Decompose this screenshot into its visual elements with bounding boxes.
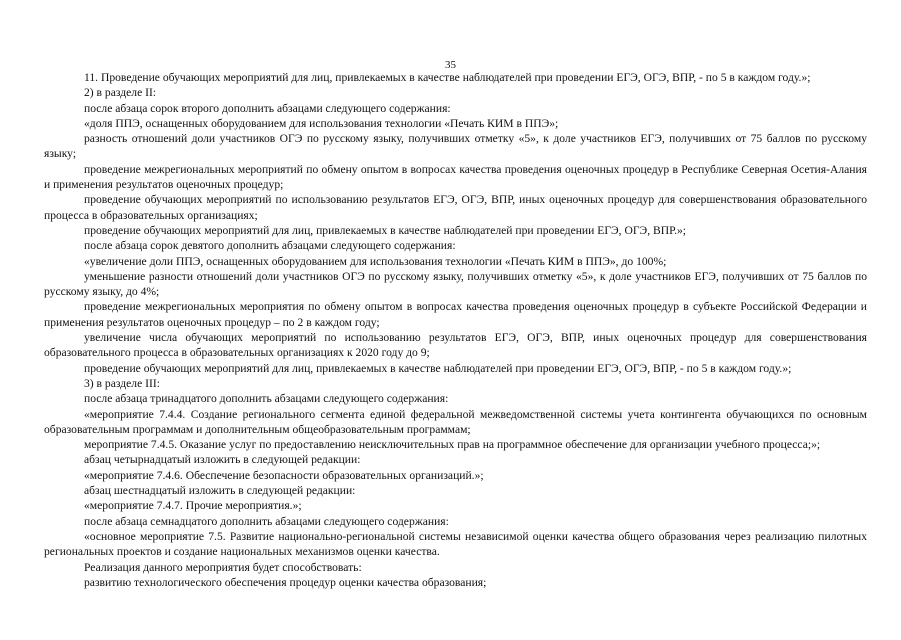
paragraph: «доля ППЭ, оснащенных оборудованием для использования технологии «Печать КИМ в ППЭ»; — [84, 116, 559, 130]
paragraph: проведение обучающих мероприятий для лиц, привлекаемых в качестве наблюдателей при проведении ЕГЭ, ОГЭ, ВПР, - по 5 в каждом году.»; — [84, 361, 792, 375]
paragraph: «увеличение доли ППЭ, оснащенных оборудованием для использования технологии «Печать КИМ в ППЭ», до 100%; — [84, 254, 667, 268]
paragraph: мероприятие 7.4.5. Оказание услуг по предоставлению неисключительных прав на программное обеспечение для организации учебного процесса;»; — [84, 438, 821, 452]
paragraph: разность отношений доли участников ОГЭ по русскому языку, получивших отметку «5», к доле участников ЕГЭ, получивших от 75 баллов по русскому языку; — [44, 132, 867, 161]
paragraph: увеличение числа обучающих мероприятий по использованию результатов ЕГЭ, ОГЭ, ВПР, иных оценочных процедур для совершенствования образовательного процесса в образовательных организациях к 2020 году до 9; — [44, 331, 867, 360]
paragraph: «мероприятие 7.4.6. Обеспечение безопасности образовательных организаций.»; — [84, 468, 484, 482]
paragraph: Реализация данного мероприятия будет способствовать: — [84, 560, 362, 574]
paragraph: 2) в разделе II: — [84, 86, 157, 100]
document-body — [44, 70, 867, 590]
paragraph: развитию технологического обеспечения процедур оценки качества образования; — [84, 575, 487, 589]
paragraph: «основное мероприятие 7.5. Развитие национально-региональной системы независимой оценки качества общего образования через реализацию пилотных региональных проектов и создание национальных механизмов оценки качества. — [44, 529, 867, 559]
paragraph: после абзаца сорок второго дополнить абзацами следующего содержания: — [84, 101, 451, 115]
paragraph: 11. Проведение обучающих мероприятий для лиц, привлекаемых в качестве наблюдателей при проведении ЕГЭ, ОГЭ, ВПР, - по 5 в каждом году.»; — [84, 71, 811, 84]
paragraph: проведение межрегиональных мероприятий по обмену опытом в вопросах качества проведения оценочных процедур в Республике Северная Осетия-Алания и применения результатов оценочных процедур; — [44, 162, 867, 192]
paragraph: абзац шестнадцатый изложить в следующей редакции: — [84, 484, 356, 498]
paragraph: «мероприятие 7.4.7. Прочие мероприятия.»; — [84, 499, 302, 513]
paragraph: «мероприятие 7.4.4. Создание регионального сегмента единой федеральной межведомственной системы учета контингента обучающихся по основным образовательным программам и дополнительным общеобразовательным программам; — [44, 407, 867, 436]
paragraph: уменьшение разности отношений доли участников ОГЭ по русскому языку, получивших отметку «5», к доле участников ЕГЭ, получивших от 75 баллов по русскому языку, до 4%; — [44, 269, 867, 299]
paragraph: абзац четырнадцатый изложить в следующей редакции: — [84, 453, 361, 467]
page-number: 35 — [445, 59, 456, 71]
paragraph: 3) в разделе III: — [84, 376, 160, 390]
paragraph: проведение обучающих мероприятий по использованию результатов ЕГЭ, ОГЭ, ВПР, иных оценочных процедур для совершенствования образовательного процесса в образовательных организациях; — [44, 193, 867, 222]
paragraph: после абзаца сорок девятого дополнить абзацами следующего содержания: — [84, 239, 456, 253]
paragraph: проведение межрегиональных мероприятия по обмену опытом в вопросах качества проведения оценочных процедур в субъекте Российской Федерации и применения результатов оценочных процедур – по 2 в каждом году; — [44, 300, 867, 329]
paragraph: проведение обучающих мероприятий для лиц, привлекаемых в качестве наблюдателей при проведении ЕГЭ, ОГЭ, ВПР.»; — [84, 223, 687, 237]
paragraph: после абзаца семнадцатого дополнить абзацами следующего содержания: — [84, 514, 449, 528]
paragraph: после абзаца тринадцатого дополнить абзацами следующего содержания: — [84, 392, 449, 406]
